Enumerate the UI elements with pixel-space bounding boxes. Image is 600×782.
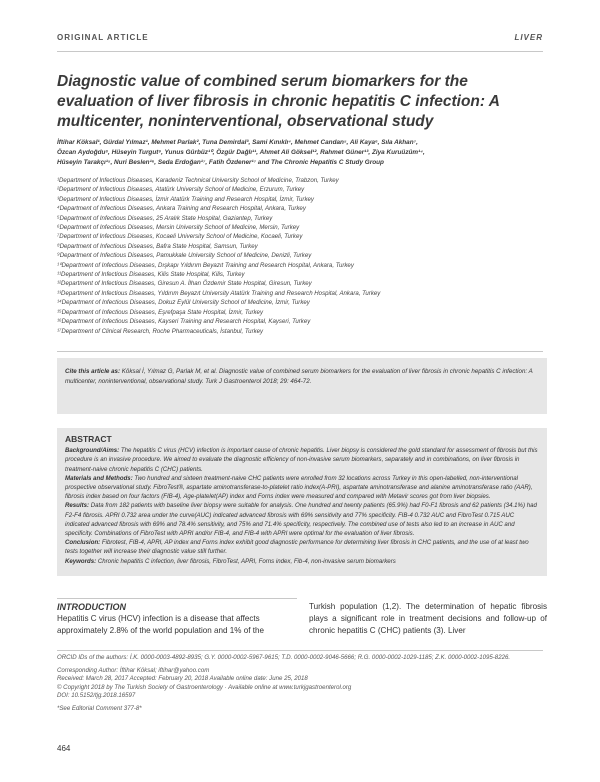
- author-list: [57, 138, 547, 168]
- affiliation: ¹¹Department of Infectious Diseases, Kilis State Hospital, Kilis, Turkey: [57, 271, 245, 279]
- page-number: 464: [57, 744, 71, 753]
- corresponding-author: Corresponding Author: İftihar Köksal; iftihar@yahoo.com: [57, 666, 210, 674]
- abstract-conclusion-text: Fibrotest, FIB-4, APRI, AP index and Forns index exhibit good diagnostic performance for determining liver fibrosis in CHC patients, and the use of at least two tests together will increase their diagnostic value still further.: [65, 539, 529, 556]
- affiliation: ³Department of Infectious Diseases, İzmir Atatürk Training and Research Hospital, İzmir, Turkey: [57, 195, 314, 203]
- abstract-box: [57, 428, 547, 576]
- affiliation-list: [57, 176, 547, 336]
- affiliation: ⁵Department of Infectious Diseases, 25 Aralık State Hospital, Gaziantep, Turkey: [57, 214, 273, 222]
- affiliation: ¹⁴Department of Infectious Diseases, Dokuz Eylül University School of Medicine, İzmir, Turkey: [57, 299, 310, 307]
- footnotes: [57, 654, 547, 714]
- affiliation: ¹Department of Infectious Diseases, Karadeniz Technical University School of Medicine, Trabzon, Turkey: [57, 177, 339, 184]
- author-line-3: Hüseyin Tarakçı¹⁵, Nuri Beslen¹⁶, Seda Erdoğan¹⁷, Fatih Özdener¹⁷ and The Chronic Hepatitis C Study Group: [57, 159, 384, 166]
- affiliation: ¹⁵Department of Infectious Diseases, Eşrefpaşa State Hospital, İzmir, Turkey: [57, 308, 263, 316]
- affiliation: ⁷Department of Infectious Diseases, Kocaeli University School of Medicine, Kocaeli, Turkey: [57, 233, 303, 241]
- abstract-background-label: Background/Aims:: [65, 447, 120, 455]
- abstract-background-text: The hepatitis C virus (HCV) infection is important cause of chronic hepatitis. Liver biopsy is considered the gold standard for assessment of fibrosis but this procedure is an invasive procedure. We aimed to evaluate the diagnostic efficiency of non-invasive serum biomarkers, separately and in combinations, on liver fibrosis in treatment-naive chronic hepatitis C (CHC) patients.: [65, 447, 538, 473]
- citation-text: Köksal İ, Yılmaz G, Parlak M, et al. Diagnostic value of combined serum biomarkers for the evaluation of liver fibrosis in chronic hepatitis C infection: A multicenter, noninterventional, observational study. Turk J Gastroenterol 2018; 29: 464-72.: [65, 368, 533, 385]
- doi-link[interactable]: DOI: 10.5152/tjg.2018.16597: [57, 692, 136, 700]
- affiliation: ¹⁷Department of Clinical Research, Roche Pharmaceuticals, İstanbul, Turkey: [57, 327, 264, 335]
- article-dates: Received: March 28, 2017 Accepted: February 20, 2018 Available online date: June 25, 2018: [57, 675, 308, 683]
- intro-column-1: Hepatitis C virus (HCV) infection is a disease that affects approximately 2.8% of the world population and 1% of the: [57, 614, 264, 635]
- affiliation: ⁴Department of Infectious Diseases, Ankara Training and Research Hospital, Ankara, Turkey: [57, 205, 306, 213]
- affiliation: ⁶Department of Infectious Diseases, Mersin University School of Medicine, Mersin, Turkey: [57, 224, 300, 232]
- abstract-results-label: Results:: [65, 502, 90, 510]
- affiliation: ⁸Department of Infectious Diseases, Bafra State Hospital, Samsun, Turkey: [57, 242, 258, 250]
- affiliation: ¹³Department of Infectious Diseases, Yıldırım Beyazıt University Atatürk Training and Research Hospital, Ankara, Turkey: [57, 289, 381, 297]
- abstract-conclusion-label: Conclusion:: [65, 539, 101, 547]
- citation-top-rule: [57, 351, 543, 352]
- affiliation: ¹⁶Department of Infectious Diseases, Kayseri Training and Research Hospital, Kayseri, Turkey: [57, 318, 311, 326]
- abstract-keywords-label: Keywords:: [65, 557, 97, 565]
- editorial-note: *See Editorial Comment 377-8*: [57, 704, 142, 712]
- author-line-2: Özcan Aydoğdu⁸, Hüseyin Turgut⁹, Yunus Gürbüz¹⁰, Özgür Dağlı¹¹, Ahmet Ali Göksel¹², Rahmet Güner¹³, Ziya Kuruüzüm¹⁴,: [57, 149, 425, 156]
- abstract-methods-text: Two hundred and sixteen treatment-naive CHC patients were enrolled from 32 locations across Turkey in this open-labelled, non-interventional prospective observational study. FibroTest®, aspartate aminotransferase-to-platelet ratio index(A-PRI), aspartate aminotransferase and alanine aminotransferase ratio (AAR), fibrosis index based on four factors (FIB-4), Age-platelet(AP) index and Forns index were measured and compared with Metavir scores got from liver biopsies.: [65, 474, 533, 501]
- abstract-heading: ABSTRACT: [65, 434, 112, 444]
- affiliation: ⁹Department of Infectious Diseases, Pamukkale University School of Medicine, Denizli, Turkey: [57, 252, 312, 260]
- affiliation: ¹²Department of Infectious Diseases, Giresun A. İlhan Özdemir State Hospital, Giresun, Turkey: [57, 280, 312, 288]
- citation-label: Cite this article as:: [65, 368, 121, 375]
- abstract-keywords-text: Chronic hepatitis C infection, liver fibrosis, FibroTest, APRI, Forns index, Fib-4, non-invasive serum biomarkers: [97, 557, 396, 565]
- affiliation: ¹⁰Department of Infectious Diseases, Dışkapı Yıldırım Beyazıt Training and Research Hospital, Ankara, Turkey: [57, 261, 354, 269]
- intro-rule: [57, 598, 297, 599]
- section-name: LIVER: [514, 33, 543, 42]
- article-title: Diagnostic value of combined serum biomarkers for the evaluation of liver fibrosis in chronic hepatitis C infection: A multicenter, noninterventional, observational study: [57, 73, 500, 130]
- copyright-line: © Copyright 2018 by The Turkish Society of Gastroenterology · Available online at www.turkjgastroenterol.org: [57, 683, 352, 691]
- introduction-heading: INTRODUCTION: [57, 602, 126, 612]
- affiliation: ²Department of Infectious Diseases, Atatürk University School of Medicine, Erzurum, Turkey: [57, 186, 305, 194]
- citation-box: [57, 358, 547, 414]
- abstract-conclusion: [65, 538, 539, 556]
- running-header: [57, 33, 543, 45]
- intro-column-2: Turkish population (1,2). The determination of hepatic fibrosis plays a significant role in treatment decisions and follow-up of chronic hepatitis C (CHC) patients (3). Liver: [309, 602, 547, 635]
- author-line-1: İftihar Köksal¹, Gürdal Yılmaz¹, Mehmet Parlak², Tuna Demirdal³, Sami Kınıklı⁴, Mehmet Candan⁵, Ali Kaya⁶, Sıla Akhan⁷,: [57, 139, 418, 146]
- abstract-background: [65, 446, 539, 474]
- header-divider: [57, 51, 543, 52]
- abstract-results-text: Data from 182 patients with baseline liver biopsy were suitable for analysis. One hundred and twenty patients (65.9%) had F0-F1 fibrosis and 62 patients (34.1%) had F2-F4 fibrosis. APRI 0.732 area under the curve(AUC) indicated advanced fibrosis with 69% sensitivity and 77% specificity. FIB-4 0.732 AUC and FibroTest 0.715 AUC indicated advanced fibrosis with 69% and 78.4% sensitivity, and 75% and 71.4% specificity, respectively. The combined use of tests also led to an increase in AUC and specificity. Combinations of FibroTest with APRI and/or FIB-4, and FIB-4 with APRI were optimal for the evaluation of liver fibrosis.: [65, 502, 537, 538]
- abstract-methods: [65, 474, 539, 502]
- orcid-ids: ORCID IDs of the authors: İ.K. 0000-0003-4892-8935; G.Y. 0000-0002-5967-9615; T.D. 0000-0002-9046-5666; R.G. 0000-0002-1029-1185; Z.K. 0000-0002-1095-8226.: [57, 654, 511, 661]
- footnote-rule: [57, 650, 543, 651]
- abstract-keywords: [65, 557, 539, 566]
- abstract-results: [65, 501, 539, 538]
- article-type: ORIGINAL ARTICLE: [57, 33, 149, 42]
- abstract-methods-label: Materials and Methods:: [65, 474, 133, 482]
